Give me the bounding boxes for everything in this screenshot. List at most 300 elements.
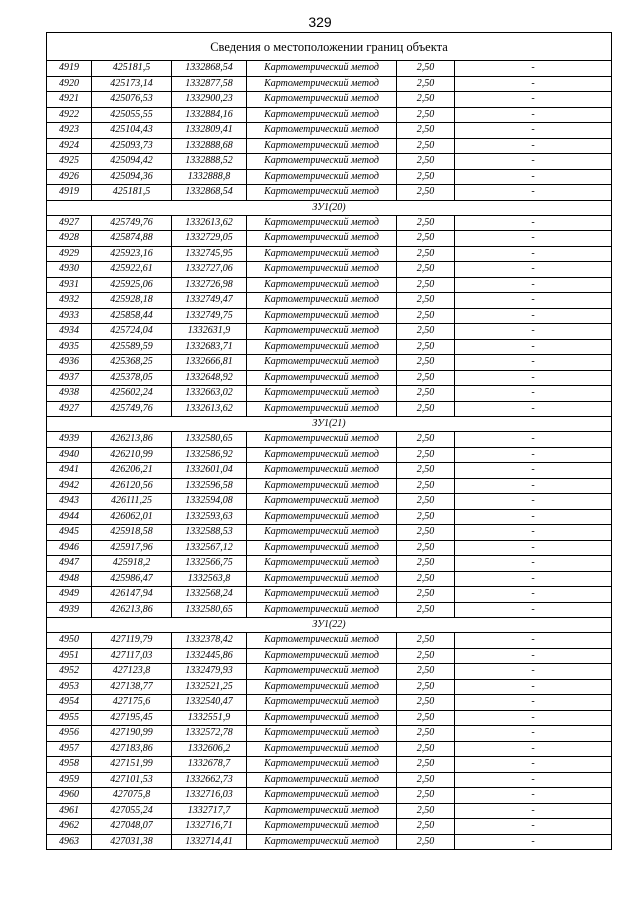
x-coordinate-cell: 425874,88 [92,231,172,247]
table-row [47,571,612,587]
accuracy-cell: 2,50 [397,293,455,309]
x-coordinate-cell: 425918,2 [92,556,172,572]
method-cell: Картометрический метод [247,92,397,108]
point-number-cell: 4929 [47,246,92,262]
y-coordinate-cell: 1332888,8 [172,169,247,185]
y-coordinate-cell: 1332745,95 [172,246,247,262]
point-number-cell: 4945 [47,525,92,541]
y-coordinate-cell: 1332606,2 [172,741,247,757]
group-label: ЗУ1(20) [47,200,612,215]
point-number-cell: 4938 [47,386,92,402]
method-cell: Картометрический метод [247,123,397,139]
y-coordinate-cell: 1332586,92 [172,447,247,463]
point-number-cell: 4955 [47,710,92,726]
point-number-cell: 4919 [47,61,92,77]
x-coordinate-cell: 427195,45 [92,710,172,726]
method-cell: Картометрический метод [247,757,397,773]
y-coordinate-cell: 1332588,53 [172,525,247,541]
x-coordinate-cell: 425173,14 [92,76,172,92]
accuracy-cell: 2,50 [397,107,455,123]
page-number: 329 [308,14,332,30]
description-cell: - [455,556,612,572]
method-cell: Картометрический метод [247,370,397,386]
point-number-cell: 4927 [47,401,92,417]
point-number-cell: 4922 [47,107,92,123]
table-row [47,308,612,324]
description-cell: - [455,710,612,726]
y-coordinate-cell: 1332729,05 [172,231,247,247]
accuracy-cell: 2,50 [397,834,455,850]
table-row [47,602,612,618]
y-coordinate-cell: 1332662,73 [172,772,247,788]
point-number-cell: 4926 [47,169,92,185]
point-number-cell: 4925 [47,154,92,170]
point-number-cell: 4923 [47,123,92,139]
description-cell: - [455,231,612,247]
x-coordinate-cell: 427119,79 [92,633,172,649]
x-coordinate-cell: 426147,94 [92,587,172,603]
method-cell: Картометрический метод [247,339,397,355]
description-cell: - [455,76,612,92]
x-coordinate-cell: 426213,86 [92,432,172,448]
y-coordinate-cell: 1332613,62 [172,215,247,231]
point-number-cell: 4939 [47,602,92,618]
accuracy-cell: 2,50 [397,308,455,324]
accuracy-cell: 2,50 [397,339,455,355]
method-cell: Картометрический метод [247,169,397,185]
method-cell: Картометрический метод [247,788,397,804]
method-cell: Картометрический метод [247,525,397,541]
method-cell: Картометрический метод [247,633,397,649]
table-row [47,61,612,77]
method-cell: Картометрический метод [247,355,397,371]
accuracy-cell: 2,50 [397,401,455,417]
point-number-cell: 4960 [47,788,92,804]
table-row [47,819,612,835]
method-cell: Картометрический метод [247,61,397,77]
table-row [47,262,612,278]
accuracy-cell: 2,50 [397,602,455,618]
method-cell: Картометрический метод [247,432,397,448]
method-cell: Картометрический метод [247,185,397,201]
point-number-cell: 4930 [47,262,92,278]
method-cell: Картометрический метод [247,308,397,324]
method-cell: Картометрический метод [247,401,397,417]
y-coordinate-cell: 1332900,23 [172,92,247,108]
description-cell: - [455,61,612,77]
point-number-cell: 4949 [47,587,92,603]
x-coordinate-cell: 425055,55 [92,107,172,123]
x-coordinate-cell: 427123,8 [92,664,172,680]
point-number-cell: 4921 [47,92,92,108]
x-coordinate-cell: 426210,99 [92,447,172,463]
accuracy-cell: 2,50 [397,695,455,711]
y-coordinate-cell: 1332613,62 [172,401,247,417]
accuracy-cell: 2,50 [397,246,455,262]
table-row [47,355,612,371]
y-coordinate-cell: 1332601,04 [172,463,247,479]
x-coordinate-cell: 425181,5 [92,61,172,77]
table-row [47,169,612,185]
accuracy-cell: 2,50 [397,819,455,835]
accuracy-cell: 2,50 [397,355,455,371]
y-coordinate-cell: 1332716,71 [172,819,247,835]
table-row [47,757,612,773]
description-cell: - [455,803,612,819]
description-cell: - [455,509,612,525]
table-row [47,277,612,293]
y-coordinate-cell: 1332717,7 [172,803,247,819]
x-coordinate-cell: 425925,06 [92,277,172,293]
method-cell: Картометрический метод [247,710,397,726]
x-coordinate-cell: 425093,73 [92,138,172,154]
table-row [47,293,612,309]
table-row [47,76,612,92]
accuracy-cell: 2,50 [397,447,455,463]
table-row [47,231,612,247]
accuracy-cell: 2,50 [397,324,455,340]
x-coordinate-cell: 425368,25 [92,355,172,371]
point-number-cell: 4920 [47,76,92,92]
description-cell: - [455,819,612,835]
x-coordinate-cell: 425378,05 [92,370,172,386]
accuracy-cell: 2,50 [397,679,455,695]
point-number-cell: 4946 [47,540,92,556]
method-cell: Картометрический метод [247,834,397,850]
point-number-cell: 4948 [47,571,92,587]
description-cell: - [455,107,612,123]
table-row [47,726,612,742]
table-row [47,679,612,695]
accuracy-cell: 2,50 [397,138,455,154]
x-coordinate-cell: 427101,53 [92,772,172,788]
description-cell: - [455,324,612,340]
description-cell: - [455,339,612,355]
point-number-cell: 4935 [47,339,92,355]
method-cell: Картометрический метод [247,463,397,479]
accuracy-cell: 2,50 [397,788,455,804]
y-coordinate-cell: 1332567,12 [172,540,247,556]
method-cell: Картометрический метод [247,138,397,154]
accuracy-cell: 2,50 [397,123,455,139]
y-coordinate-cell: 1332593,63 [172,509,247,525]
point-number-cell: 4950 [47,633,92,649]
description-cell: - [455,587,612,603]
y-coordinate-cell: 1332663,02 [172,386,247,402]
x-coordinate-cell: 427138,77 [92,679,172,695]
accuracy-cell: 2,50 [397,386,455,402]
table-row [47,741,612,757]
x-coordinate-cell: 427031,38 [92,834,172,850]
accuracy-cell: 2,50 [397,757,455,773]
table-row [47,324,612,340]
x-coordinate-cell: 427048,07 [92,819,172,835]
table-row [47,370,612,386]
y-coordinate-cell: 1332596,58 [172,478,247,494]
group-label: ЗУ1(21) [47,417,612,432]
table-header-row [47,33,612,61]
table-row [47,401,612,417]
group-label: ЗУ1(22) [47,618,612,633]
method-cell: Картометрический метод [247,154,397,170]
point-number-cell: 4939 [47,432,92,448]
x-coordinate-cell: 425181,5 [92,185,172,201]
accuracy-cell: 2,50 [397,726,455,742]
y-coordinate-cell: 1332678,7 [172,757,247,773]
x-coordinate-cell: 427055,24 [92,803,172,819]
point-number-cell: 4943 [47,494,92,510]
point-number-cell: 4940 [47,447,92,463]
method-cell: Картометрический метод [247,772,397,788]
x-coordinate-cell: 425928,18 [92,293,172,309]
x-coordinate-cell: 425986,47 [92,571,172,587]
method-cell: Картометрический метод [247,107,397,123]
description-cell: - [455,277,612,293]
accuracy-cell: 2,50 [397,215,455,231]
description-cell: - [455,633,612,649]
accuracy-cell: 2,50 [397,61,455,77]
method-cell: Картометрический метод [247,819,397,835]
accuracy-cell: 2,50 [397,185,455,201]
method-cell: Картометрический метод [247,726,397,742]
table-row [47,215,612,231]
description-cell: - [455,525,612,541]
y-coordinate-cell: 1332568,24 [172,587,247,603]
x-coordinate-cell: 425104,43 [92,123,172,139]
point-number-cell: 4959 [47,772,92,788]
method-cell: Картометрический метод [247,246,397,262]
description-cell: - [455,648,612,664]
y-coordinate-cell: 1332716,03 [172,788,247,804]
method-cell: Картометрический метод [247,509,397,525]
point-number-cell: 4956 [47,726,92,742]
y-coordinate-cell: 1332868,54 [172,61,247,77]
method-cell: Картометрический метод [247,571,397,587]
table-row [47,509,612,525]
method-cell: Картометрический метод [247,262,397,278]
y-coordinate-cell: 1332749,75 [172,308,247,324]
description-cell: - [455,169,612,185]
table-row [47,648,612,664]
description-cell: - [455,215,612,231]
method-cell: Картометрический метод [247,695,397,711]
x-coordinate-cell: 425922,61 [92,262,172,278]
point-number-cell: 4928 [47,231,92,247]
table-row [47,494,612,510]
table-row [47,107,612,123]
description-cell: - [455,370,612,386]
description-cell: - [455,726,612,742]
table-row [47,788,612,804]
x-coordinate-cell: 427151,99 [92,757,172,773]
accuracy-cell: 2,50 [397,370,455,386]
x-coordinate-cell: 425917,96 [92,540,172,556]
description-cell: - [455,695,612,711]
accuracy-cell: 2,50 [397,76,455,92]
table-row [47,478,612,494]
point-number-cell: 4937 [47,370,92,386]
y-coordinate-cell: 1332594,08 [172,494,247,510]
boundary-table [46,32,612,850]
method-cell: Картометрический метод [247,324,397,340]
point-number-cell: 4941 [47,463,92,479]
x-coordinate-cell: 427190,99 [92,726,172,742]
point-number-cell: 4958 [47,757,92,773]
accuracy-cell: 2,50 [397,648,455,664]
accuracy-cell: 2,50 [397,231,455,247]
table-title: Сведения о местоположении границ объекта [47,33,612,61]
point-number-cell: 4947 [47,556,92,572]
description-cell: - [455,401,612,417]
description-cell: - [455,432,612,448]
x-coordinate-cell: 425749,76 [92,215,172,231]
x-coordinate-cell: 426111,25 [92,494,172,510]
description-cell: - [455,92,612,108]
description-cell: - [455,154,612,170]
x-coordinate-cell: 425749,76 [92,401,172,417]
table-row [47,664,612,680]
method-cell: Картометрический метод [247,664,397,680]
point-number-cell: 4924 [47,138,92,154]
accuracy-cell: 2,50 [397,525,455,541]
y-coordinate-cell: 1332445,86 [172,648,247,664]
description-cell: - [455,571,612,587]
y-coordinate-cell: 1332683,71 [172,339,247,355]
table-row [47,92,612,108]
point-number-cell: 4933 [47,308,92,324]
y-coordinate-cell: 1332378,42 [172,633,247,649]
table-row [47,587,612,603]
accuracy-cell: 2,50 [397,154,455,170]
method-cell: Картометрический метод [247,231,397,247]
x-coordinate-cell: 427117,03 [92,648,172,664]
method-cell: Картометрический метод [247,602,397,618]
x-coordinate-cell: 425602,24 [92,386,172,402]
y-coordinate-cell: 1332877,58 [172,76,247,92]
x-coordinate-cell: 426120,56 [92,478,172,494]
accuracy-cell: 2,50 [397,772,455,788]
table-row [47,803,612,819]
accuracy-cell: 2,50 [397,262,455,278]
y-coordinate-cell: 1332648,92 [172,370,247,386]
point-number-cell: 4957 [47,741,92,757]
table-row [47,246,612,262]
x-coordinate-cell: 426206,21 [92,463,172,479]
point-number-cell: 4952 [47,664,92,680]
description-cell: - [455,540,612,556]
point-number-cell: 4934 [47,324,92,340]
method-cell: Картометрический метод [247,803,397,819]
table-row [47,525,612,541]
point-number-cell: 4953 [47,679,92,695]
y-coordinate-cell: 1332884,16 [172,107,247,123]
description-cell: - [455,757,612,773]
x-coordinate-cell: 425724,04 [92,324,172,340]
group-row [47,200,612,215]
method-cell: Картометрический метод [247,293,397,309]
y-coordinate-cell: 1332888,52 [172,154,247,170]
point-number-cell: 4919 [47,185,92,201]
description-cell: - [455,664,612,680]
point-number-cell: 4944 [47,509,92,525]
x-coordinate-cell: 425076,53 [92,92,172,108]
table-row [47,447,612,463]
y-coordinate-cell: 1332566,75 [172,556,247,572]
description-cell: - [455,123,612,139]
y-coordinate-cell: 1332714,41 [172,834,247,850]
accuracy-cell: 2,50 [397,432,455,448]
description-cell: - [455,478,612,494]
table-row [47,633,612,649]
accuracy-cell: 2,50 [397,571,455,587]
point-number-cell: 4932 [47,293,92,309]
point-number-cell: 4962 [47,819,92,835]
description-cell: - [455,262,612,278]
description-cell: - [455,494,612,510]
table-row [47,339,612,355]
table-row [47,772,612,788]
description-cell: - [455,679,612,695]
x-coordinate-cell: 425923,16 [92,246,172,262]
x-coordinate-cell: 425858,44 [92,308,172,324]
method-cell: Картометрический метод [247,648,397,664]
y-coordinate-cell: 1332726,98 [172,277,247,293]
point-number-cell: 4963 [47,834,92,850]
method-cell: Картометрический метод [247,277,397,293]
accuracy-cell: 2,50 [397,803,455,819]
x-coordinate-cell: 426213,86 [92,602,172,618]
description-cell: - [455,138,612,154]
method-cell: Картометрический метод [247,478,397,494]
table-row [47,185,612,201]
method-cell: Картометрический метод [247,386,397,402]
table-row [47,386,612,402]
description-cell: - [455,602,612,618]
point-number-cell: 4942 [47,478,92,494]
accuracy-cell: 2,50 [397,664,455,680]
accuracy-cell: 2,50 [397,494,455,510]
y-coordinate-cell: 1332521,25 [172,679,247,695]
x-coordinate-cell: 426062,01 [92,509,172,525]
description-cell: - [455,185,612,201]
method-cell: Картометрический метод [247,556,397,572]
y-coordinate-cell: 1332563,8 [172,571,247,587]
table-row [47,556,612,572]
y-coordinate-cell: 1332631,9 [172,324,247,340]
table-row [47,432,612,448]
accuracy-cell: 2,50 [397,587,455,603]
y-coordinate-cell: 1332749,47 [172,293,247,309]
accuracy-cell: 2,50 [397,556,455,572]
method-cell: Картометрический метод [247,540,397,556]
description-cell: - [455,788,612,804]
method-cell: Картометрический метод [247,215,397,231]
y-coordinate-cell: 1332868,54 [172,185,247,201]
table-row [47,154,612,170]
point-number-cell: 4954 [47,695,92,711]
point-number-cell: 4931 [47,277,92,293]
description-cell: - [455,386,612,402]
accuracy-cell: 2,50 [397,509,455,525]
accuracy-cell: 2,50 [397,478,455,494]
group-row [47,618,612,633]
y-coordinate-cell: 1332666,81 [172,355,247,371]
description-cell: - [455,834,612,850]
accuracy-cell: 2,50 [397,741,455,757]
point-number-cell: 4936 [47,355,92,371]
description-cell: - [455,447,612,463]
table-row [47,710,612,726]
